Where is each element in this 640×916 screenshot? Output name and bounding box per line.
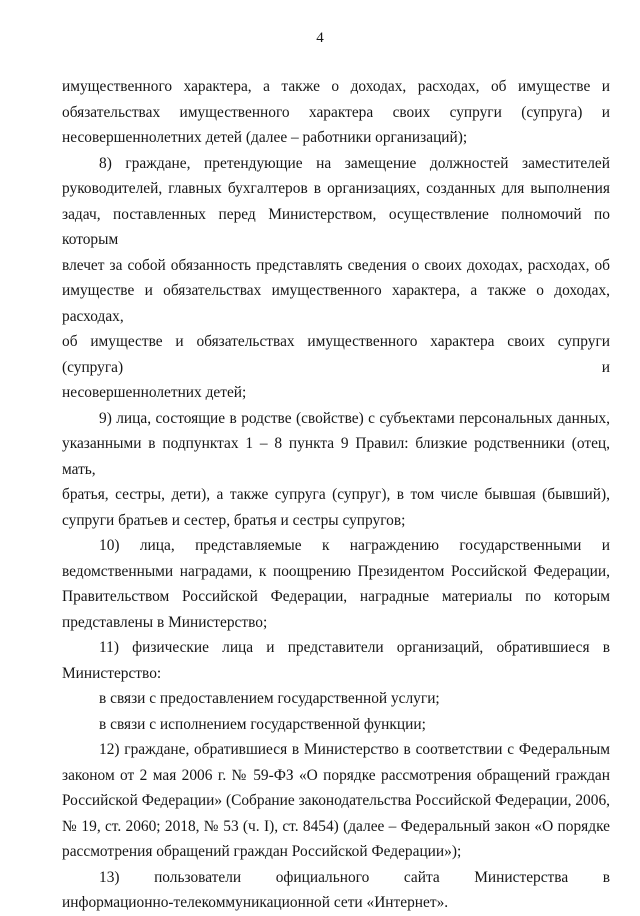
text-line: ведомственными наградами, к поощрению Президентом Российской Федерации,	[62, 562, 610, 580]
paragraph-item-11-sub-b	[62, 712, 610, 738]
text-line: задач, поставленных перед Министерством, осуществление полномочий по которым	[62, 205, 610, 248]
text-line: обязательствах имущественного характера своих супруги (супруга) и	[62, 103, 610, 121]
text-line: супруги братьев и сестер, братья и сестры супругов;	[62, 511, 406, 529]
text-line: 8) граждане, претендующие на замещение должностей заместителей	[99, 154, 610, 172]
text-line: несовершеннолетних детей (далее – работники организаций);	[62, 129, 468, 146]
text-line: 12) граждане, обратившиеся в Министерство в соответствии с Федеральным	[99, 741, 610, 758]
text-line: рассмотрения обращений граждан Российской Федерации»);	[62, 843, 462, 860]
text-line: Министерство:	[62, 664, 162, 682]
text-line: указанными в подпунктах 1 – 8 пункта 9 Правил: близкие родственники (отец, мать,	[62, 435, 610, 478]
text-line: имуществе и обязательствах имущественного характера, а также о доходах, расходах,	[62, 282, 610, 325]
paragraph-continuation	[62, 74, 610, 151]
paragraph-item-12	[62, 737, 610, 865]
paragraph-item-8	[62, 151, 610, 406]
paragraph-item-11-sub-a	[62, 686, 610, 712]
text-line: в связи с предоставлением государственной услуги;	[99, 690, 440, 707]
text-line: представлены в Министерство;	[62, 613, 268, 631]
paragraph-item-13	[62, 865, 610, 916]
text-line: в связи с исполнением государственной функции;	[99, 715, 426, 733]
paragraph-item-11	[62, 635, 610, 686]
text-line: 13) пользователи официального сайта Министерства в	[99, 868, 610, 886]
text-line: Правительством Российской Федерации, наградные материалы по которым	[62, 588, 610, 605]
text-line: информационно-телекоммуникационной сети «Интернет».	[62, 894, 449, 911]
text-line: братья, сестры, дети), а также супруга (супруг), в том числе бывшая (бывший),	[62, 486, 610, 503]
paragraph-item-10	[62, 533, 610, 635]
page-number: 4	[316, 30, 324, 46]
text-line: 9) лица, состоящие в родстве (свойстве) с субъектами персональных данных,	[99, 409, 610, 427]
text-line: 11) физические лица и представители организаций, обратившиеся в	[99, 639, 610, 656]
paragraph-item-9	[62, 406, 610, 534]
text-line: законом от 2 мая 2006 г. № 59-ФЗ «О порядке рассмотрения обращений граждан	[62, 766, 610, 784]
text-line: влечет за собой обязанность представлять сведения о своих доходах, расходах, об	[62, 256, 610, 274]
text-line: об имуществе и обязательствах имущественного характера своих супруги (супруга) и	[62, 333, 610, 376]
text-line: руководителей, главных бухгалтеров в организациях, созданных для выполнения	[62, 180, 610, 197]
text-line: № 19, ст. 2060; 2018, № 53 (ч. I), ст. 8454) (далее – Федеральный закон «О порядке	[62, 817, 610, 835]
text-line: Российской Федерации» (Собрание законодательства Российской Федерации, 2006,	[62, 792, 610, 809]
text-line: имущественного характера, а также о доходах, расходах, об имуществе и	[62, 78, 610, 95]
text-line: 10) лица, представляемые к награждению государственными и	[99, 537, 610, 554]
text-line: несовершеннолетних детей;	[62, 384, 247, 401]
document-body	[62, 74, 610, 916]
